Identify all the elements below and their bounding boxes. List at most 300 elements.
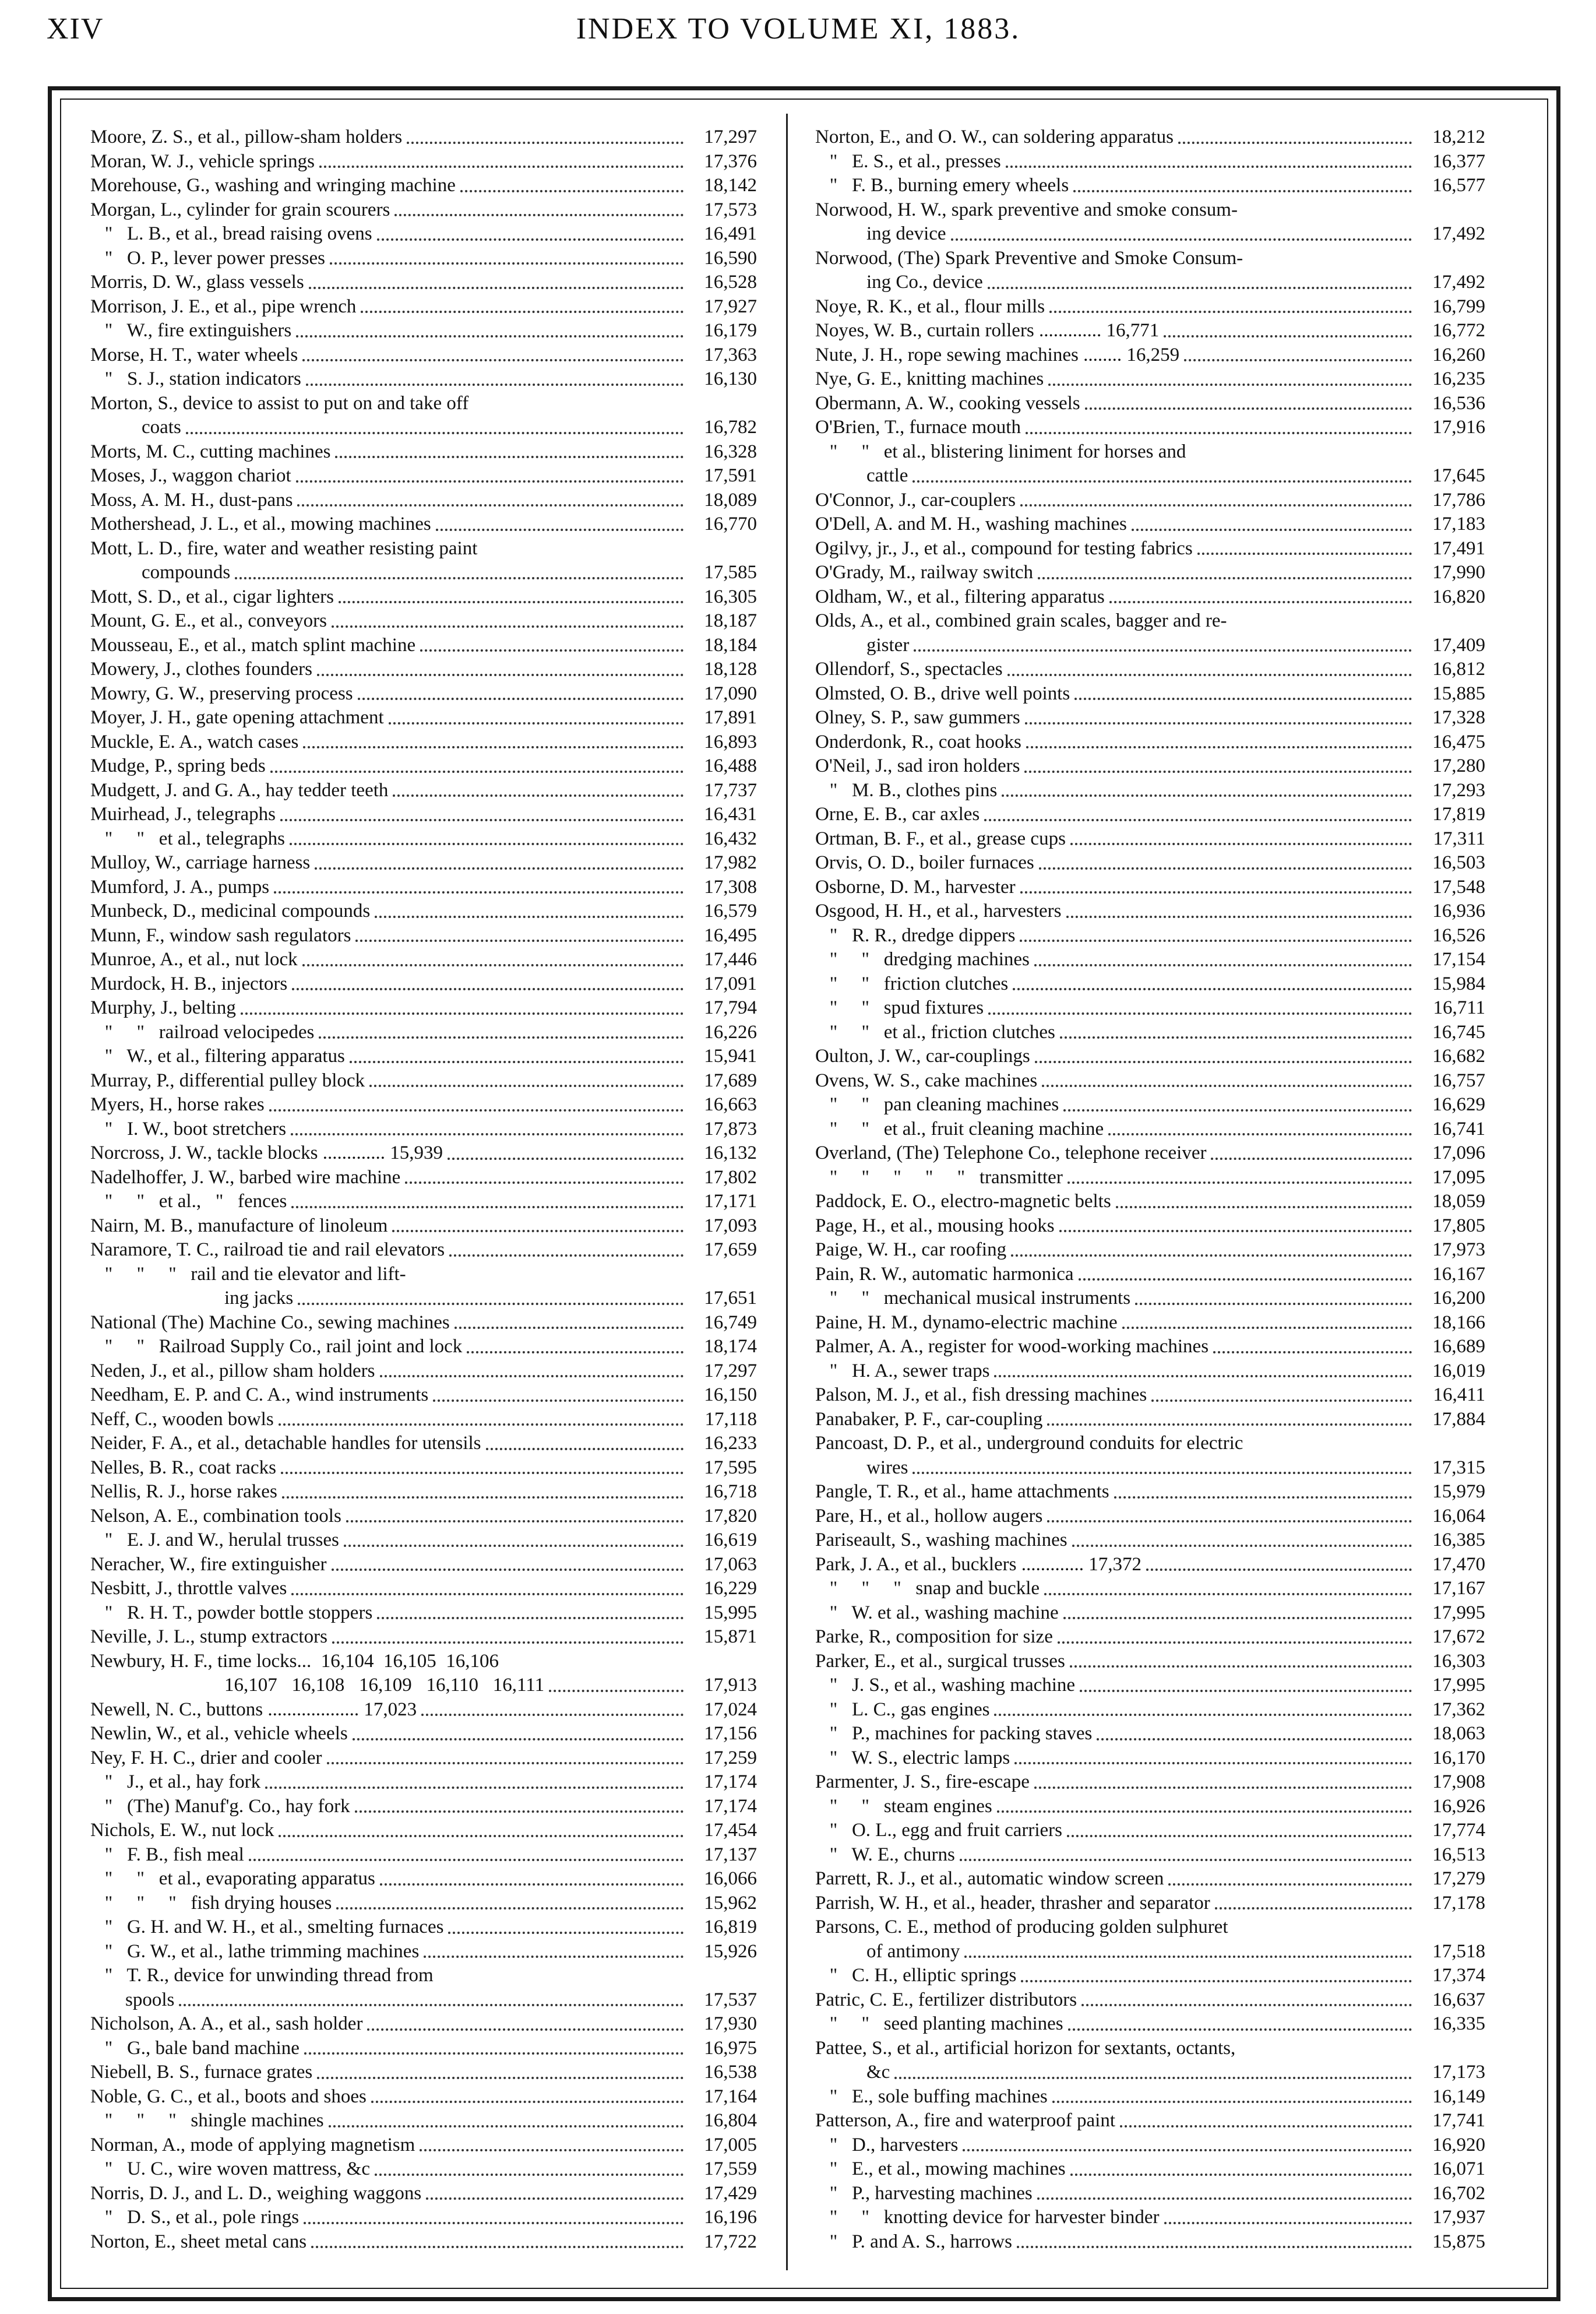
index-entry [90,682,757,706]
patent-number: 16,066 [704,1868,757,1889]
index-entry-text: Nairn, M. B., manufacture of linoleum [90,1215,388,1236]
patent-number: 18,166 [1432,1311,1485,1333]
patent-number: 16,689 [1432,1336,1485,1357]
index-entry-line [90,1021,757,1045]
page-header [41,12,1556,58]
patent-number: 17,174 [704,1771,757,1792]
index-entry [90,1891,757,1916]
leader-dots [304,2052,684,2055]
index-entry [90,1456,757,1480]
index-entry-text: " " knotting device for harvester binder [815,2207,1160,2228]
index-entry-text: " " " shingle machines [90,2110,324,2131]
patent-number: 16,579 [704,901,757,922]
index-entry-line [815,1553,1485,1577]
leader-dots [298,1303,684,1305]
index-entry-text: Parrish, W. H., et al., header, thrasher and separator [815,1892,1210,1914]
index-entry [815,174,1485,198]
leader-dots [291,1593,684,1595]
index-entry [90,295,757,319]
index-entry-line [815,150,1485,174]
index-entry [90,779,757,803]
index-entry [90,609,757,634]
index-entry [90,1940,757,1964]
leader-dots [433,1399,684,1402]
index-entry-text: Moses, J., waggon chariot [90,465,291,486]
leader-dots [988,1012,1412,1015]
patent-number: 16,303 [1432,1650,1485,1672]
leader-dots [1063,1109,1412,1112]
leader-dots [1035,1061,1412,1063]
index-entry-continuation-line [815,464,1485,488]
leader-dots [369,1085,684,1087]
leader-dots [1037,2197,1412,2200]
index-entry [90,2085,757,2109]
index-entry-line [90,150,757,174]
index-entry-text: " " et al., friction clutches [815,1021,1055,1043]
index-entry-text: Nicholson, A. A., et al., sash holder [90,2013,363,2034]
index-entry-line [90,1795,757,1819]
patent-number: 15,871 [704,1626,757,1647]
index-entry-text: Murray, P., differential pulley block [90,1070,365,1091]
index-entry [815,1650,1485,1674]
leader-dots [421,1714,684,1716]
index-entry-text: Norton, E., sheet metal cans [90,2231,307,2252]
leader-dots [279,1835,684,1837]
index-entry-text: Park, J. A., et al., bucklers ............. 17,372 [815,1553,1142,1575]
index-entry [90,1045,757,1069]
patent-number: 17,178 [1432,1892,1485,1914]
index-entry [815,730,1485,755]
index-entry-line [90,2133,757,2158]
index-entry-line [815,1915,1485,1940]
leader-dots [1042,1085,1412,1087]
index-entry [90,488,757,513]
index-entry-line [815,585,1485,610]
index-entry [90,996,757,1021]
patent-number: 15,995 [704,1602,757,1623]
leader-dots [1079,1278,1412,1281]
patent-number: 17,376 [704,150,757,172]
index-entry [90,1577,757,1601]
leader-dots [296,335,684,337]
index-entry-text: Neider, F. A., et al., detachable handles for utensils [90,1433,481,1454]
leader-dots [994,1714,1412,1716]
index-entry-line [90,875,757,900]
index-entry-text: " " mechanical musical instruments [815,1288,1131,1309]
leader-dots [1024,771,1412,773]
index-entry [90,2206,757,2230]
index-entry-text: " " " snap and buckle [815,1578,1040,1599]
leader-dots [1070,1665,1412,1668]
index-entry [90,1795,757,1819]
index-entry-text: Parke, R., composition for size [815,1626,1053,1647]
index-entry [815,1988,1485,2013]
index-entry [815,1891,1485,1916]
index-entry-text: Moyer, J. H., gate opening attachment [90,707,384,728]
leader-dots [951,238,1412,241]
index-entry-line [90,537,757,561]
index-entry-text: " L. B., et al., bread raising ovens [90,223,372,244]
index-entry-line [90,464,757,488]
index-entry [815,1964,1485,1988]
index-entry-line [90,2012,757,2037]
leader-dots [327,1762,684,1764]
index-entry [90,247,757,271]
index-entry-line [815,247,1485,271]
patent-number: 17,091 [704,973,757,994]
index-entry-text: " " seed planting machines [815,2013,1063,2034]
index-entry-continuation: wires [866,1457,908,1478]
patent-number: 17,492 [1432,272,1485,293]
patent-number: 16,920 [1432,2134,1485,2155]
patent-number: 16,170 [1432,1747,1485,1768]
leader-dots [355,1810,684,1813]
index-entry-text: " F. B., burning emery wheels [815,175,1069,196]
patent-number: 17,311 [1433,828,1485,849]
leader-dots [994,1375,1412,1377]
index-entry-text: Morehouse, G., washing and wringing machine [90,175,456,196]
index-entry-text: " J., et al., hay fork [90,1771,261,1792]
index-entry [90,585,757,610]
index-entry-text: Mowry, G. W., preserving process [90,683,353,704]
leader-dots [1070,843,1412,845]
patent-number: 17,118 [704,1408,757,1430]
index-entry [815,1553,1485,1577]
leader-dots [249,1859,684,1861]
index-entry-continuation: ing device [866,223,946,244]
patent-number: 17,595 [704,1457,757,1478]
patent-number: 16,741 [1432,1118,1485,1140]
index-entry-text: National (The) Machine Co., sewing machines [90,1311,450,1333]
patent-number: 17,585 [704,562,757,583]
index-entry [815,1286,1485,1311]
leader-dots [335,456,684,458]
index-entry-line [90,1456,757,1480]
index-entry [815,295,1485,319]
index-entry-line [90,1867,757,1891]
leader-dots [1215,1907,1412,1909]
index-entry-line [815,1238,1485,1262]
index-entry [90,972,757,997]
leader-dots [912,1472,1412,1474]
leader-dots [1146,1569,1412,1571]
index-entry [90,150,757,174]
patent-number: 17,973 [1432,1239,1485,1260]
patent-number: 16,495 [704,924,757,946]
patent-number: 16,335 [1432,2013,1485,2034]
patent-number: 17,164 [704,2086,757,2107]
index-entry-line [815,2133,1485,2158]
patent-number: 17,315 [1432,1457,1485,1478]
index-entry-text: Mount, G. E., et al., conveyors [90,610,327,631]
patent-number: 17,154 [1432,949,1485,970]
index-entry-continuation: ing jacks [224,1288,294,1309]
index-entry-line [90,1093,757,1117]
index-column-right [815,125,1485,2254]
index-entry-line [90,1577,757,1601]
leader-dots [389,722,684,725]
patent-number: 17,995 [1432,1675,1485,1696]
index-entry-line [90,1746,757,1771]
index-entry [90,1601,757,1626]
index-entry-line [90,512,757,537]
index-entry-continuation: gister [866,634,910,656]
index-entry-line [90,247,757,271]
index-entry-line [815,1528,1485,1553]
patent-number: 16,536 [1432,392,1485,414]
index-entry-line [90,1964,757,1988]
index-entry [90,1915,757,1940]
patent-number: 16,019 [1432,1360,1485,1381]
leader-dots [1047,1423,1412,1426]
leader-dots [1067,1835,1412,1837]
index-entry-line [90,1311,757,1335]
leader-dots [291,1133,684,1135]
index-entry [815,1577,1485,1601]
index-entry [90,1117,757,1142]
index-entry-line [815,2109,1485,2133]
index-entry-line [815,1819,1485,1843]
index-entry [90,1166,757,1190]
index-entry-line [90,1045,757,1069]
index-entry-text: " " et al., fruit cleaning machine [815,1118,1104,1140]
patent-number: 17,156 [704,1723,757,1744]
leader-dots [392,1230,684,1232]
index-entry [815,367,1485,392]
index-entry [815,1045,1485,1069]
leader-dots [367,2028,684,2031]
index-entry [815,1262,1485,1287]
index-entry-text: Neracher, W., fire extinguisher [90,1553,327,1575]
patent-number: 18,184 [704,634,757,656]
leader-dots [436,529,684,531]
leader-dots [319,1036,684,1039]
index-frame [48,86,1560,2301]
index-entry-line [815,1867,1485,1891]
index-entry [90,319,757,343]
patent-number: 17,645 [1432,465,1485,486]
index-entry [815,706,1485,730]
leader-dots [1002,794,1412,797]
index-entry-text: Osborne, D. M., harvester [815,876,1016,898]
leader-dots [1067,1181,1412,1184]
leader-dots [1020,940,1412,942]
index-entry-line [90,1504,757,1529]
index-entry-line [815,1214,1485,1239]
index-entry-text: Ortman, B. F., et al., grease cups [815,828,1066,849]
leader-dots [329,2125,684,2127]
index-entry-text: O'Neil, J., sad iron holders [815,755,1020,776]
leader-dots [1047,1520,1412,1522]
running-title: INDEX TO VOLUME XI, 1883. [576,12,1021,45]
index-entry [815,125,1485,150]
index-entry-line [90,1432,757,1456]
index-entry-text: Page, H., et al., mousing hooks [815,1215,1055,1236]
patent-number: 17,884 [1432,1408,1485,1430]
index-entry [90,706,757,730]
index-entry-line [90,1262,757,1287]
patent-number: 17,591 [704,465,757,486]
leader-dots [332,625,684,628]
index-entry-line [90,899,757,924]
index-entry-text: " P. and A. S., harrows [815,2231,1012,2252]
index-entry-line [815,2012,1485,2037]
leader-dots [1116,1206,1412,1208]
index-entry-text: " " railroad velocipedes [90,1021,315,1043]
index-entry-line [815,899,1485,924]
index-entry [90,1238,757,1262]
patent-number: 17,409 [1432,634,1485,656]
index-entry [815,561,1485,585]
index-entry [815,1214,1485,1239]
index-entry-text: Naramore, T. C., railroad tie and rail elevators [90,1239,445,1260]
index-entry-line [815,1335,1485,1359]
index-entry-text: Niebell, B. S., furnace grates [90,2062,313,2083]
index-entry-line [90,367,757,392]
leader-dots [405,1181,684,1184]
index-entry-text: Norman, A., mode of applying magnetism [90,2134,415,2155]
index-entry-text: O'Connor, J., car-couplers [815,489,1016,511]
leader-dots [361,311,684,313]
index-entry-continuation-line [815,2060,1485,2085]
leader-dots [346,1520,684,1522]
index-entry [815,2133,1485,2158]
index-entry-continuation: ing Co., device [866,272,983,293]
patent-number: 18,128 [704,659,757,680]
index-entry-text: Mowery, J., clothes founders [90,659,312,680]
index-entry [815,1190,1485,1214]
leader-dots [1114,1496,1412,1499]
index-entry [815,512,1485,537]
index-entry-text: Parmenter, J. S., fire-escape [815,1771,1030,1792]
index-entry-text: " E. J. and W., herulal trusses [90,1529,339,1550]
index-entry [90,851,757,875]
patent-number: 18,142 [704,175,757,196]
patent-number: 17,559 [704,2158,757,2179]
index-entry [90,512,757,537]
patent-number: 17,873 [704,1118,757,1140]
patent-number: 16,200 [1432,1288,1485,1309]
leader-dots [1211,1158,1412,1160]
index-entry-text: " D. S., et al., pole rings [90,2207,300,2228]
index-entry [90,754,757,779]
index-entry-text: " H. A., sewer traps [815,1360,990,1381]
index-entry-text: O'Grady, M., railway switch [815,562,1034,583]
index-entry-line [90,803,757,827]
patent-number: 16,538 [704,2062,757,2083]
patent-number: 16,179 [704,320,757,341]
index-entry-line [90,924,757,948]
index-entry-line [815,803,1485,827]
patent-number: 17,167 [1432,1578,1485,1599]
patent-number: 16,260 [1432,344,1485,365]
leader-dots [1049,311,1412,313]
index-entry-line [815,125,1485,150]
index-entry-text: Nelson, A. E., combination tools [90,1505,341,1527]
leader-dots [1108,1133,1412,1135]
index-entry [815,198,1485,247]
index-entry [90,634,757,658]
index-entry [90,2133,757,2158]
index-entry-text: " " et al., " fences [90,1191,287,1212]
leader-dots [303,746,684,748]
patent-number: 17,328 [1432,707,1485,728]
index-entry [90,537,757,585]
index-entry-text: Mudge, P., spring beds [90,755,266,776]
index-entry-text: " U. C., wire woven mattress, &c [90,2158,370,2179]
index-entry-text: Ollendorf, S., spectacles [815,659,1003,680]
index-entry [90,899,757,924]
patent-number: 17,259 [704,1747,757,1768]
index-entry-text: " S. J., station indicators [90,368,301,389]
index-entry-line [815,2182,1485,2206]
index-entry-line [90,392,757,416]
leader-dots [1007,674,1412,676]
index-entry-continuation-line [815,1940,1485,1964]
index-entry-text: Parrett, R. J., et al., automatic window screen [815,1868,1164,1889]
leader-dots [375,2174,684,2176]
index-entry-text: Nichols, E. W., nut lock [90,1820,274,1841]
index-entry-line [815,682,1485,706]
index-entry-line [90,851,757,875]
index-entry [90,1843,757,1868]
index-entry-text: Paige, W. H., car roofing [815,1239,1007,1260]
index-entry-line [815,875,1485,900]
leader-dots [269,1109,684,1112]
leader-dots [1120,2125,1412,2127]
patent-number: 16,196 [704,2207,757,2228]
index-entry [815,1867,1485,1891]
index-entry-text: Murphy, J., belting [90,997,236,1018]
leader-dots [358,698,684,700]
index-entry [90,2182,757,2206]
index-entry-text: Neden, J., et al., pillow sham holders [90,1360,375,1381]
patent-number: 17,819 [1432,804,1485,825]
index-entry-line [90,1117,757,1142]
patent-number: 17,774 [1432,1820,1485,1841]
patent-number: 17,470 [1432,1553,1485,1575]
patent-number: 16,629 [1432,1094,1485,1115]
index-entry [90,440,757,465]
patent-number: 17,293 [1432,779,1485,801]
patent-number: 15,979 [1432,1481,1485,1502]
index-entry [90,803,757,827]
patent-number: 17,908 [1432,1771,1485,1792]
index-entry [90,1408,757,1432]
index-entry-line [90,585,757,610]
patent-number: 16,799 [1432,296,1485,317]
index-entry [815,1117,1485,1142]
patent-number: 17,805 [1432,1215,1485,1236]
patent-number: 17,090 [704,683,757,704]
index-entry-line [815,1432,1485,1456]
patent-number: 15,941 [704,1046,757,1067]
index-entry-text: Norton, E., and O. W., can soldering apparatus [815,126,1174,147]
index-entry-line [815,851,1485,875]
patent-number: 17,280 [1432,755,1485,776]
patent-number: 17,137 [704,1844,757,1865]
leader-dots [1074,698,1412,700]
patent-number: 16,772 [1432,320,1485,341]
patent-number: 16,577 [1432,175,1485,196]
index-entry-line [90,1650,757,1674]
index-entry-line [90,730,757,755]
patent-number: 18,089 [704,489,757,511]
leader-dots [1060,1036,1412,1039]
index-entry-line [90,948,757,972]
patent-number: 17,171 [704,1191,757,1212]
index-entry-continuation-line [815,1456,1485,1480]
